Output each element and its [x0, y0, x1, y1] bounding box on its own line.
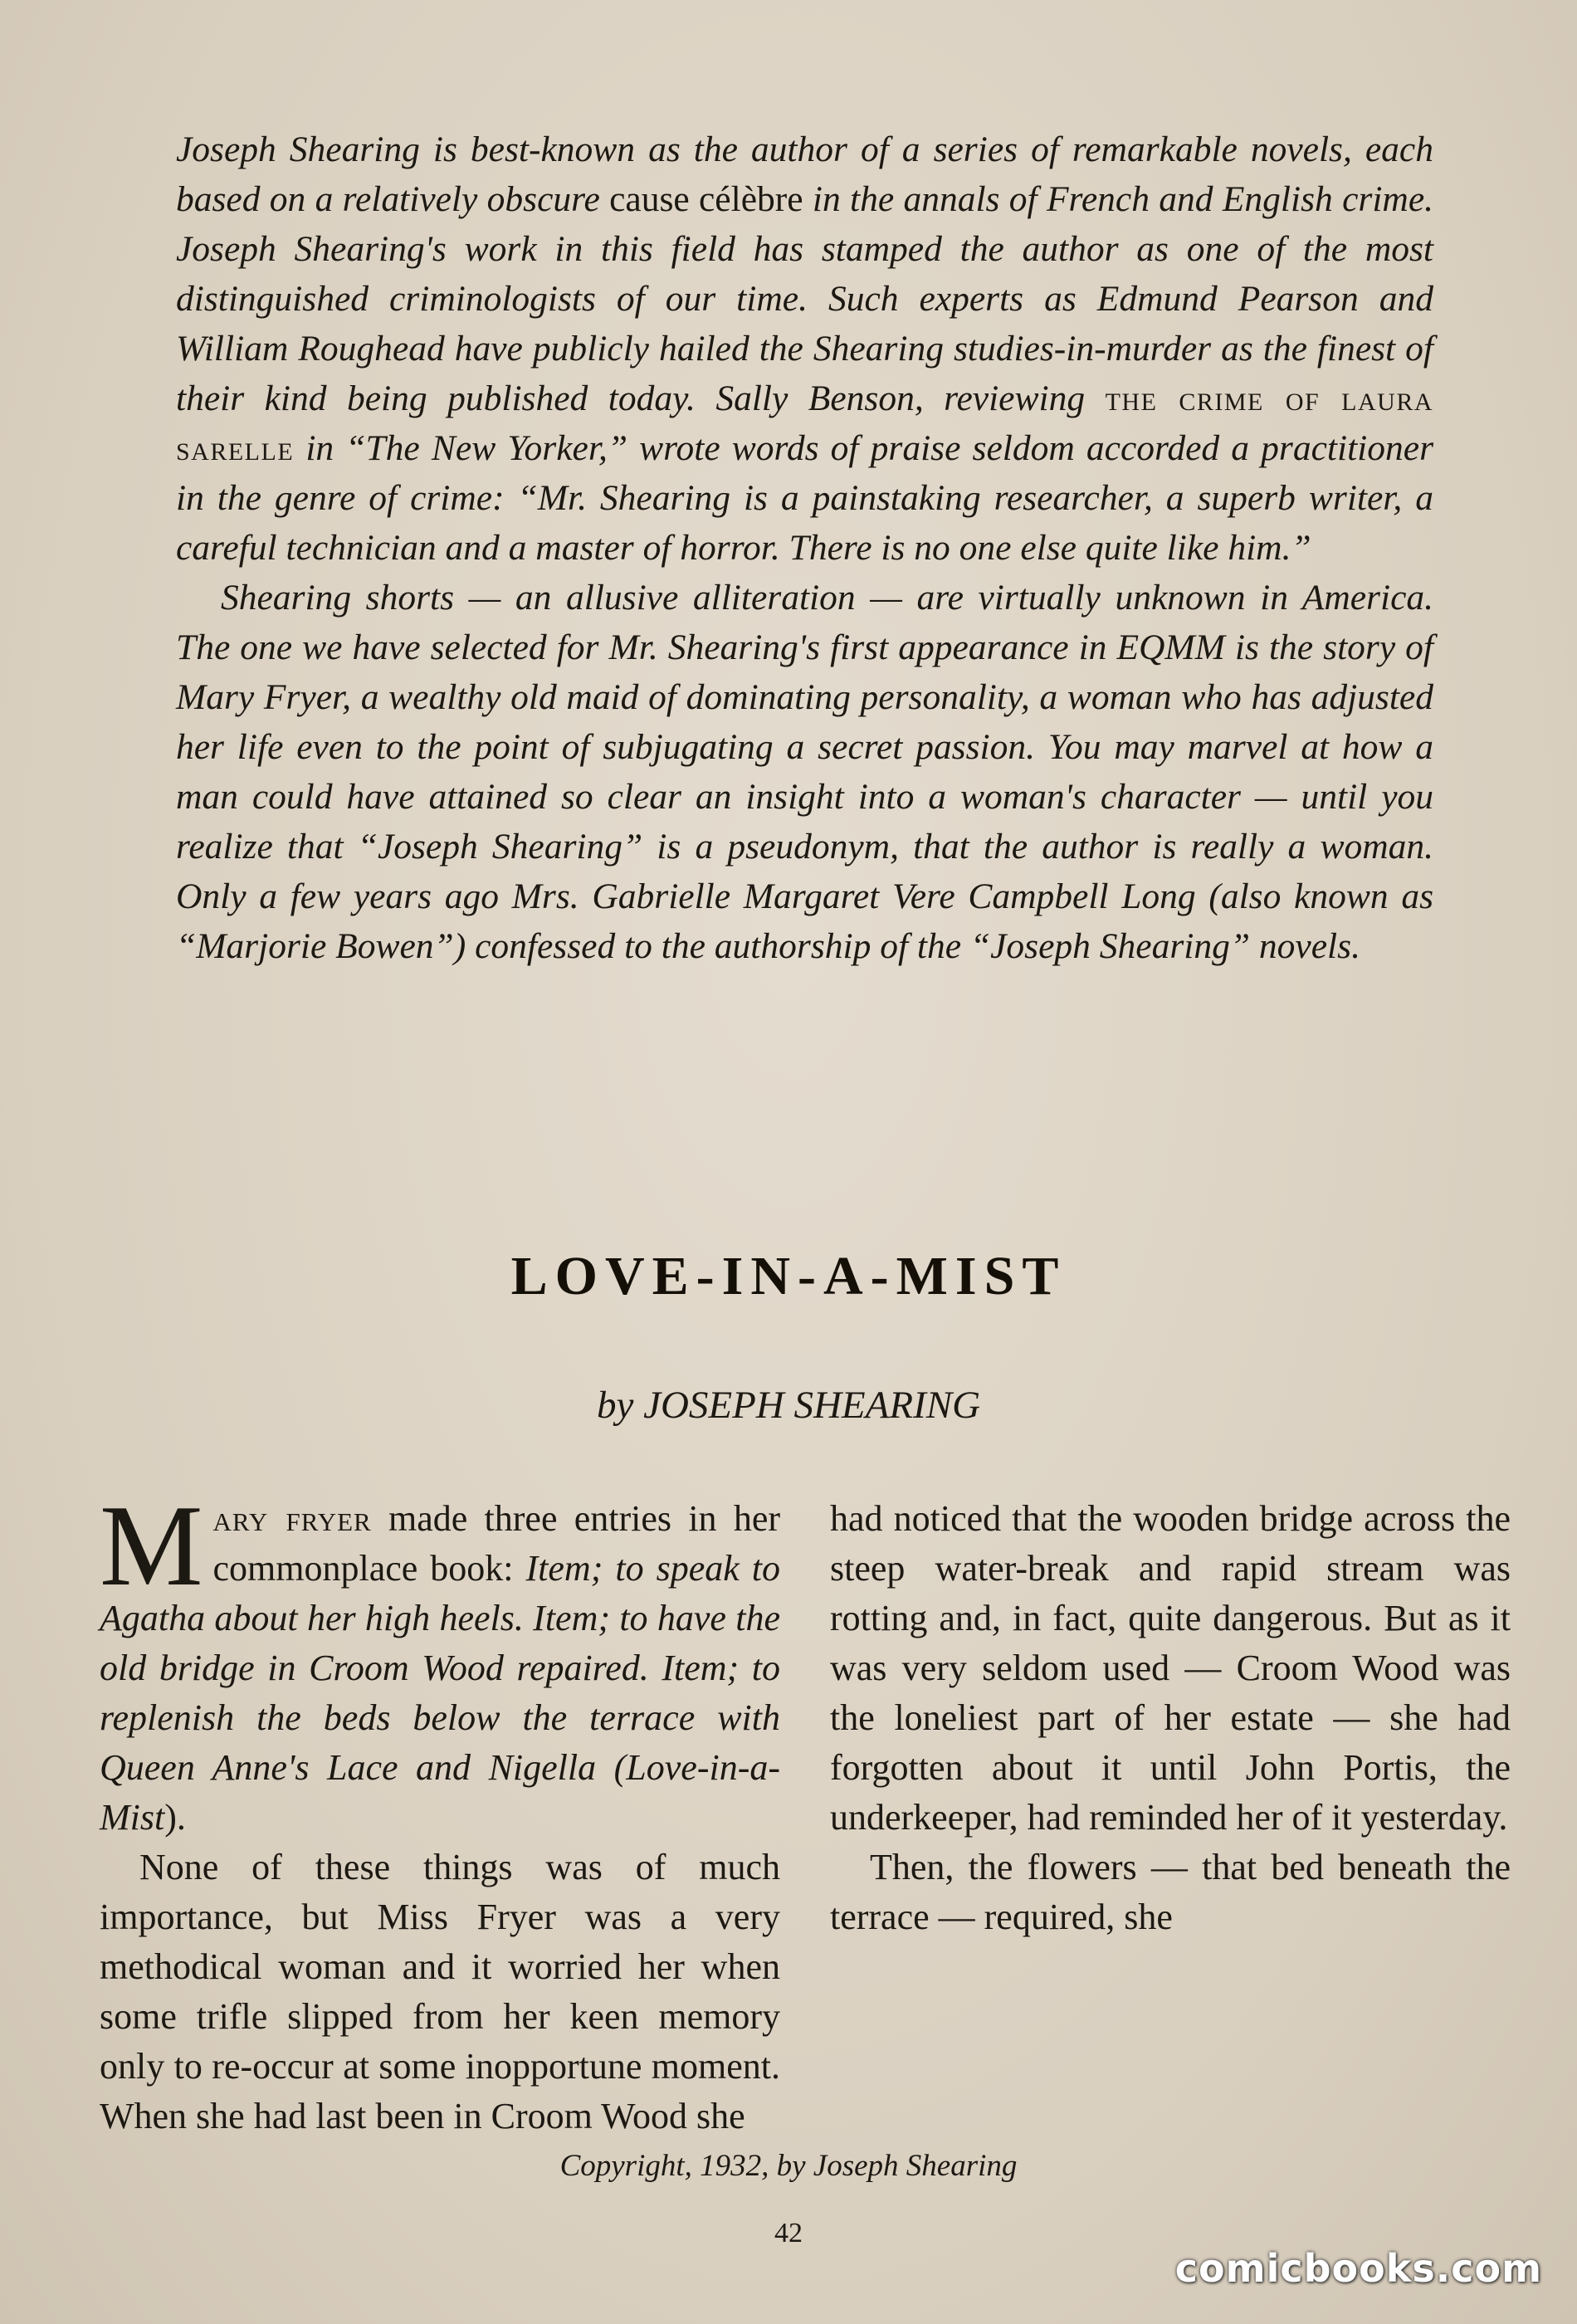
story-smallcaps: ary fryer	[212, 1498, 372, 1539]
book-title-smallcaps: the crime of laura sarelle	[176, 378, 1433, 468]
intro-text: in the annals of French and English crime. Joseph Shearing's work in this field has stamped the author as one of the most distinguished criminologists of our time. Such experts as Edmund Pearson and William Roughead have publicly hailed the Shearing studies-in-murder as the finest of their kind being published today. Sally Benson, reviewing	[176, 179, 1434, 418]
intro-paragraph-2: Shearing shorts — an allusive alliteration — are virtually unknown in America. The one we have selected for Mr. Shearing's first appearance in EQMM is the story of Mary Fryer, a wealthy old maid of dominating personality, a woman who has adjusted her life even to the point of subjugating a secret passion. You may marvel at how a man could have attained so clear an insight into a woman's character — until you realize that “Joseph Shearing” is a pseudonym, that the author is really a woman. Only a few years ago Mrs. Gabrielle Margaret Vere Campbell Long (also known as “Marjorie Bowen”) confessed to the authorship of the “Joseph Shearing” novels.	[176, 578, 1433, 966]
editorial-introduction	[176, 124, 1433, 971]
intro-text: in “The New Yorker,” wrote words of praise seldom accorded a practitioner in the genre of crime: “Mr. Shearing is a painstaking researcher, a superb writer, a careful technician and a master of horror. There is no one else quite like him.”	[176, 428, 1433, 568]
story-text: ).	[164, 1797, 186, 1838]
story-paragraph-2: None of these things was of much importance, but Miss Fryer was a very methodical woman and it worried her when some trifle slipped from her keen memory only to re-occur at some inopportune moment. When she had last been in Croom Wood she	[100, 1847, 780, 2136]
story-paragraph-1	[100, 1482, 780, 1843]
story-column-right	[830, 1494, 1511, 1942]
story-column-left	[100, 1482, 780, 2141]
story-title: LOVE-IN-A-MIST	[510, 1246, 1067, 1306]
page-number: 42	[774, 2218, 803, 2248]
drop-cap: M	[100, 1482, 203, 1610]
story-paragraph-3: Then, the flowers — that bed beneath the terrace — required, she	[830, 1847, 1511, 1937]
story-byline: by JOSEPH SHEARING	[596, 1384, 981, 1427]
copyright-notice: Copyright, 1932, by Joseph Shearing	[559, 2149, 1018, 2183]
intro-text: Joseph Shearing is best-known as the author of a series of remarkable novels, each based on a relatively obscure	[176, 129, 1433, 219]
story-italic-text: Item; to speak to Agatha about her high heels. Item; to have the old bridge in Croom Wood repaired. Item; to replenish the beds below the terrace with Queen Anne's Lace and Nigella (Love-in-a-Mist	[100, 1548, 780, 1838]
story-text: made three entries in her commonplace book:	[212, 1498, 780, 1589]
site-watermark: comicbooks.com	[1174, 2246, 1542, 2291]
intro-text-roman: cause célèbre	[609, 179, 803, 219]
intro-paragraph-1	[176, 124, 1433, 573]
story-paragraph-2-continued: had noticed that the wooden bridge across the steep water-break and rapid stream was rotting and, in fact, quite dangerous. But as it was very seldom used — Croom Wood was the loneliest part of her estate — she had forgotten about it until John Portis, the underkeeper, had reminded her of it yesterday.	[830, 1498, 1511, 1838]
